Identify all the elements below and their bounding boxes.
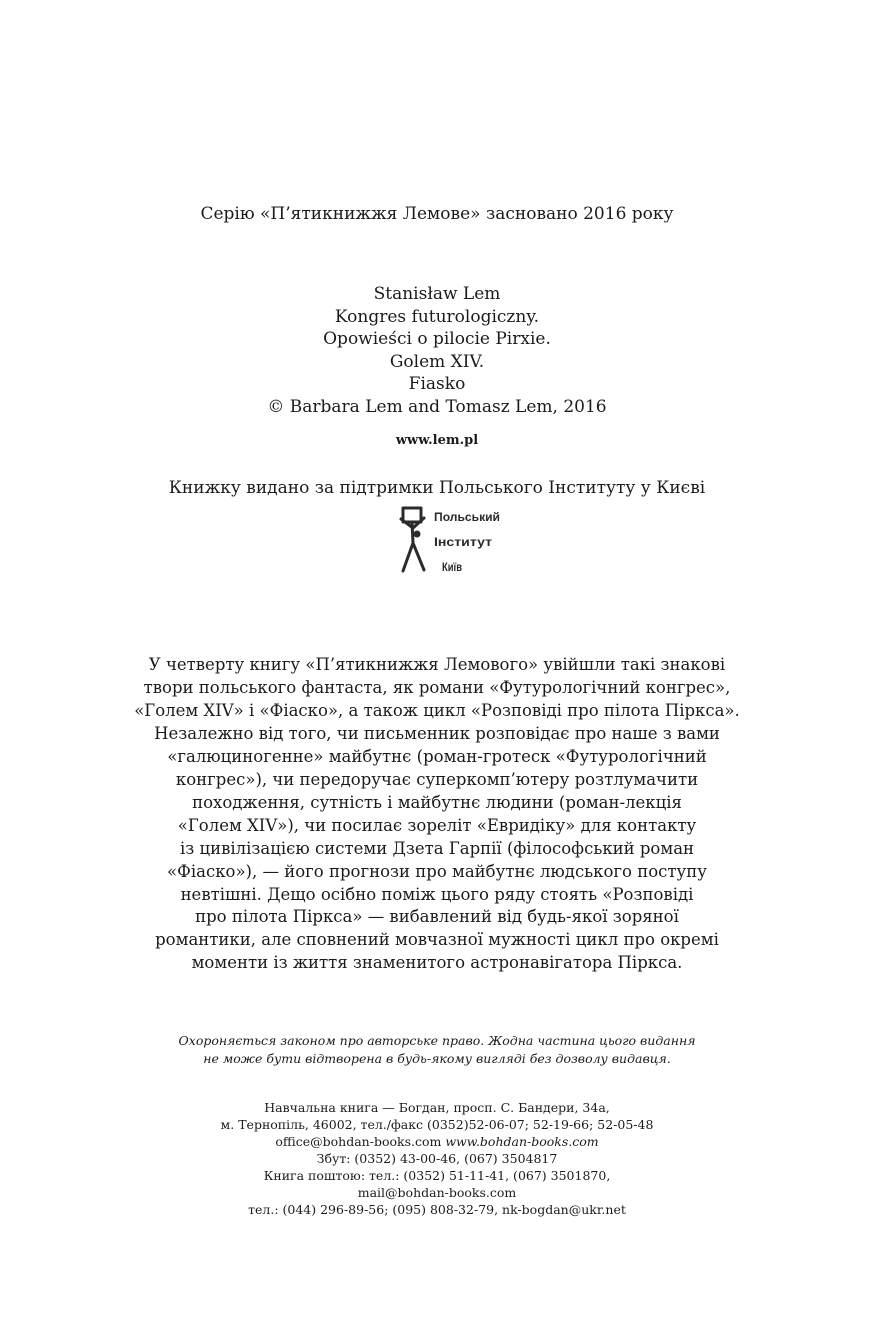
credit-title: Golem XIV.	[389, 351, 485, 372]
logo-text: Київ	[442, 560, 462, 574]
polish-institute-logo	[394, 505, 506, 577]
kyiv-contacts: тел.: (044) 296-89-56; (095) 808-32-79, nk-bogdan@ukr.net	[248, 1202, 626, 1217]
annotation-line: із цивілізацією системи Дзета Гарпії (філософський роман	[179, 838, 695, 858]
publisher-address: Навчальна книга — Богдан, просп. С. Бандери, 34а,	[264, 1100, 610, 1115]
annotation-line: «Голем XIV»), чи посилає зореліт «Евридіку» для контакту	[177, 815, 697, 835]
credit-title: Fiasko	[408, 374, 466, 395]
publisher-contacts	[0, 1133, 874, 1150]
sales-phones: Збут: (0352) 43-00-46, (067) 3504817	[316, 1151, 558, 1166]
annotation-line: «Голем XIV» і «Фіаско», а також цикл «Розповіді про пілота Піркса».	[134, 700, 740, 720]
credit-title: Opowieści o pilocie Pirxie.	[323, 329, 551, 350]
author-website: www.lem.pl	[395, 433, 479, 448]
support-note: Книжку видано за підтримки Польського Інституту у Києві	[168, 478, 706, 498]
publisher-city-phones: м. Тернопіль, 46002, тел./факс (0352)52-06-07; 52-19-66; 52-05-48	[220, 1117, 654, 1132]
credit-title: Kongres futurologiczny.	[334, 306, 540, 327]
legal-notice	[0, 1032, 874, 1068]
annotation-line: романтики, але сповнений мовчазної мужності цикл про окремі	[155, 930, 719, 950]
credit-author: Stanisław Lem	[373, 284, 501, 304]
legal-line: Охороняється законом про авторське право. Жодна частина цього видання	[178, 1033, 696, 1048]
annotation-line: «галюциногенне» майбутнє (роман-гротеск «Футурологічний	[167, 746, 707, 766]
publisher-imprint	[0, 1099, 874, 1218]
logo-text: Польський	[434, 510, 500, 524]
logo-text: Інститут	[434, 535, 493, 549]
figure-carrying-frame-icon	[401, 508, 424, 571]
annotation-line: конгрес»), чи передоручає суперкомп’ютеру розтлумачити	[175, 769, 699, 789]
annotation-line: походження, сутність і майбутнє людини (роман-лекція	[192, 792, 682, 812]
original-credits	[0, 283, 874, 419]
annotation-line: У четверту книгу «П’ятикнижжя Лемового» увійшли такі знакові	[148, 655, 726, 674]
annotation-line: невтішні. Дещо осібно поміж цього ряду стоять «Розповіді	[180, 884, 694, 904]
publisher-email: office@bohdan-books.com	[275, 1134, 442, 1149]
annotation-line: «Фіаско»), — його прогнози про майбутнє людського поступу	[167, 861, 707, 881]
copyright-notice: © Barbara Lem and Tomasz Lem, 2016	[267, 396, 607, 417]
mail-order-email: mail@bohdan-books.com	[357, 1185, 517, 1200]
publisher-website: www.bohdan-books.com	[445, 1134, 599, 1149]
annotation-line: про пілота Піркса» — вибавлений від будь-якої зоряної	[195, 907, 679, 927]
annotation-line: Незалежно від того, чи письменник розповідає про наше з вами	[154, 723, 720, 743]
figure-head-icon	[414, 531, 421, 538]
series-note: Серію «П’ятикнижжя Лемове» засновано 2016 року	[200, 204, 674, 224]
mail-order-phones: Книга поштою: тел.: (0352) 51-11-41, (067) 3501870,	[263, 1168, 611, 1183]
legal-line: не може бути відтворена в будь-якому вигляді без дозволу видавця.	[203, 1051, 671, 1066]
annotation-line: моменти із життя знаменитого астронавігатора Піркса.	[191, 953, 683, 973]
annotation-line: твори польського фантаста, як романи «Футурологічний конгрес»,	[143, 677, 731, 697]
book-annotation	[0, 654, 874, 975]
